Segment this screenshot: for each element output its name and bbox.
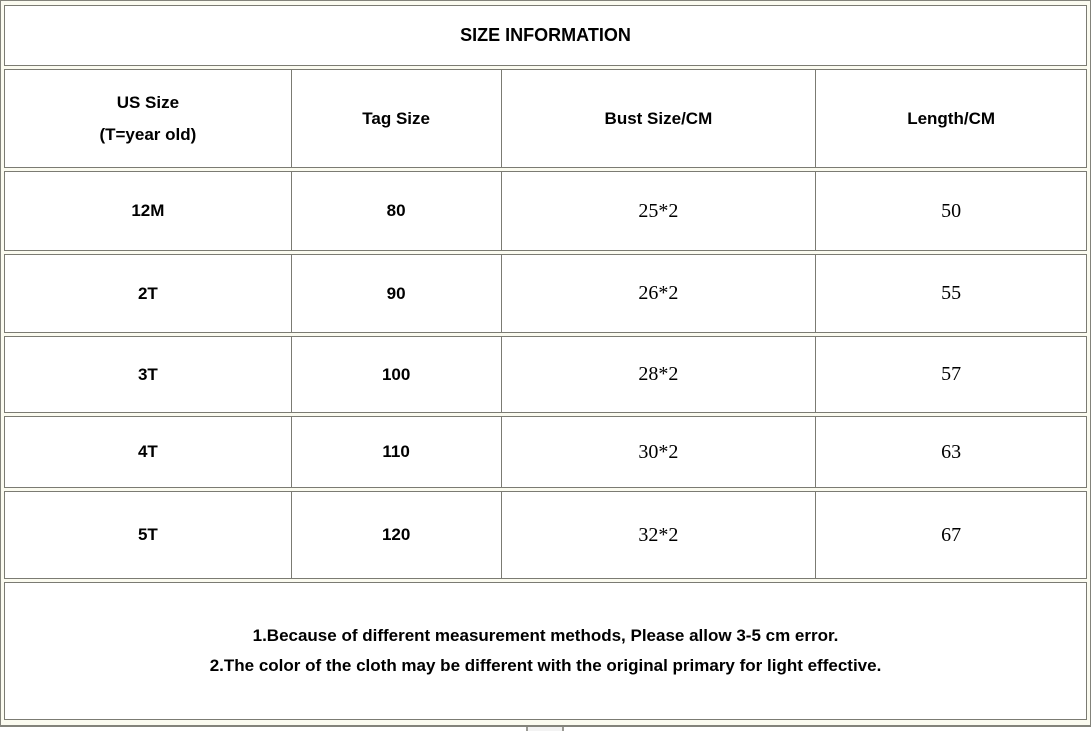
length-cell bbox=[815, 255, 1086, 332]
us-size-cell bbox=[5, 255, 291, 332]
table-row bbox=[4, 254, 1087, 333]
bust-size-cell bbox=[501, 172, 816, 250]
length-value: 63 bbox=[941, 440, 962, 463]
us-size-cell bbox=[5, 337, 291, 412]
table-row bbox=[4, 416, 1087, 488]
title-box bbox=[4, 5, 1087, 66]
header-bust-size bbox=[501, 70, 816, 167]
header-us-size-line1: US Size bbox=[116, 92, 180, 112]
page-title: SIZE INFORMATION bbox=[460, 25, 631, 45]
bust-size-value: 26*2 bbox=[638, 282, 679, 304]
us-size-value: 4T bbox=[137, 442, 158, 461]
bust-size-value: 28*2 bbox=[638, 363, 679, 385]
length-value: 57 bbox=[941, 363, 962, 385]
tag-size-cell bbox=[291, 417, 501, 487]
bust-size-cell bbox=[501, 417, 816, 487]
tag-size-cell bbox=[291, 337, 501, 412]
bust-size-value: 30*2 bbox=[638, 440, 679, 463]
header-bust-size-label: Bust Size/CM bbox=[604, 108, 713, 128]
length-cell bbox=[815, 417, 1086, 487]
table-row bbox=[4, 171, 1087, 251]
tag-size-cell bbox=[291, 255, 501, 332]
length-value: 50 bbox=[941, 199, 962, 222]
length-cell bbox=[815, 337, 1086, 412]
tag-size-value: 80 bbox=[386, 201, 406, 220]
header-us-size bbox=[5, 70, 291, 167]
length-cell bbox=[815, 492, 1086, 578]
bust-size-cell bbox=[501, 492, 816, 578]
bust-size-value: 32*2 bbox=[638, 523, 679, 546]
tag-size-value: 120 bbox=[381, 525, 411, 544]
us-size-value: 5T bbox=[137, 525, 158, 544]
us-size-cell bbox=[5, 417, 291, 487]
length-value: 55 bbox=[941, 282, 962, 304]
tag-size-value: 100 bbox=[381, 364, 411, 384]
tag-size-value: 90 bbox=[386, 283, 406, 303]
us-size-value: 2T bbox=[137, 283, 158, 303]
tag-size-value: 110 bbox=[382, 442, 410, 461]
tag-size-cell bbox=[291, 492, 501, 578]
note-measurement-error: 1.Because of different measurement methods, Please allow 3-5 cm error. bbox=[252, 626, 839, 645]
table-row bbox=[4, 336, 1087, 413]
us-size-cell bbox=[5, 492, 291, 578]
us-size-value: 3T bbox=[137, 364, 158, 384]
bust-size-value: 25*2 bbox=[638, 199, 679, 222]
header-us-size-line2: (T=year old) bbox=[99, 124, 197, 144]
length-cell bbox=[815, 172, 1086, 250]
notes-box bbox=[4, 582, 1087, 720]
bust-size-cell bbox=[501, 255, 816, 332]
header-length-label: Length/CM bbox=[907, 108, 996, 128]
table-header-row bbox=[4, 69, 1087, 168]
note-color-difference: 2.The color of the cloth may be different with the original primary for light effective. bbox=[209, 656, 882, 675]
cutoff-element-bottom bbox=[526, 727, 564, 731]
header-tag-size bbox=[291, 70, 501, 167]
tag-size-cell bbox=[291, 172, 501, 250]
table-row bbox=[4, 491, 1087, 579]
us-size-value: 12M bbox=[131, 201, 165, 220]
bust-size-cell bbox=[501, 337, 816, 412]
header-tag-size-label: Tag Size bbox=[362, 108, 430, 128]
us-size-cell bbox=[5, 172, 291, 250]
header-length bbox=[815, 70, 1086, 167]
length-value: 67 bbox=[941, 523, 962, 546]
